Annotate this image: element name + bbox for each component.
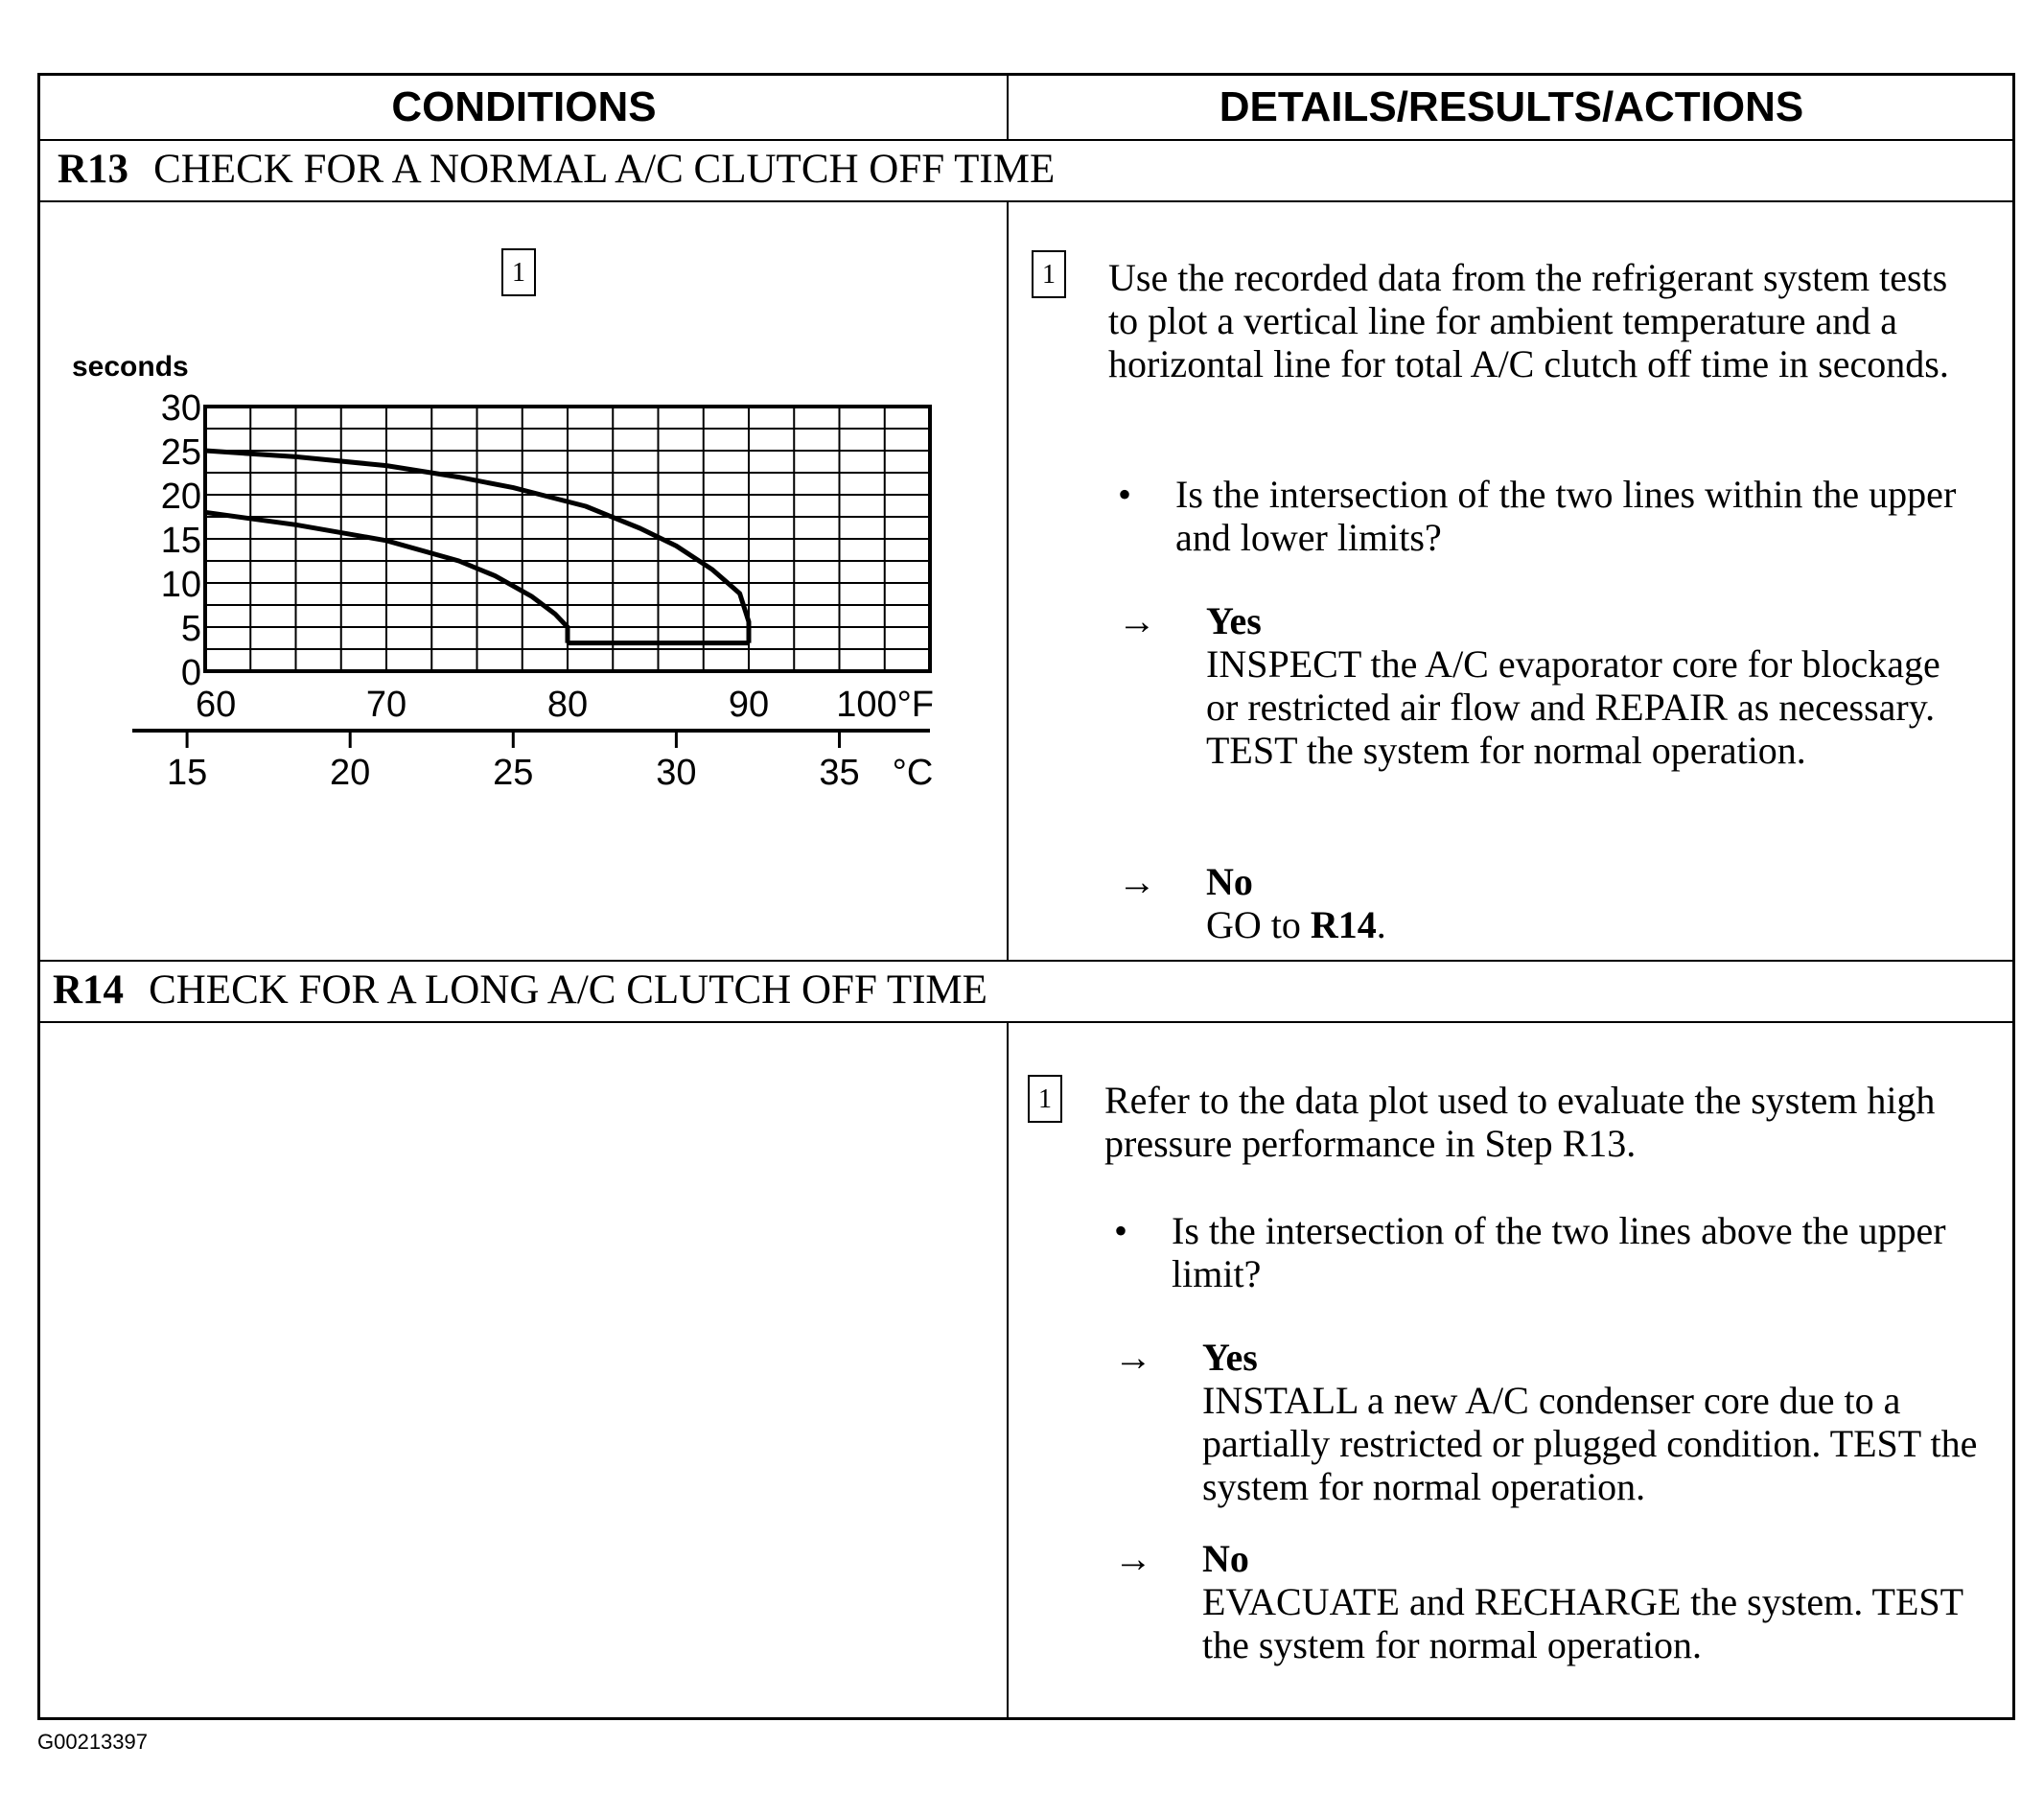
r14-question: Is the intersection of the two lines above the upper limit? [1172,1209,1946,1295]
column-divider-r14 [1007,1021,1009,1717]
r14-yes-label: Yes [1202,1336,1258,1379]
y-tick-label: 15 [160,521,201,561]
celsius-tick-label: 25 [493,753,534,793]
celsius-tick-label: °C [892,753,934,793]
y-tick-labels [161,388,201,693]
step-r14-id: R14 [53,967,125,1013]
r14-no-arrow: → [1114,1537,1152,1580]
r14-yes-text: INSTALL a new A/C condenser core due to a partially restricted or plugged condition. TEST the system for normal operation. [1202,1379,1978,1508]
y-tick-label: 10 [160,565,201,605]
y-tick-label: 20 [160,477,201,517]
r13-no-label: No [1206,860,1253,903]
fahrenheit-tick-labels [196,685,934,725]
celsius-tick-labels [167,731,933,793]
celsius-tick-label: 20 [330,753,371,793]
step-r14-divider [40,1021,2012,1023]
r14-instruction: Refer to the data plot used to evaluate the system high pressure performance in Step R13. [1104,1079,1936,1165]
y-tick-label: 30 [160,388,201,429]
fahrenheit-tick-label: 100°F [836,685,934,725]
clutch-off-time-chart [37,0,987,825]
fahrenheit-tick-label: 70 [365,685,407,725]
r13-yes-answer [1206,599,1973,772]
r14-yes-arrow: → [1114,1336,1152,1379]
r14-no-answer [1202,1537,2008,1666]
r13-no-text-prefix: GO to [1206,903,1311,946]
r14-no-text: EVACUATE and RECHARGE the system. TEST the system for normal operation. [1202,1580,1963,1666]
r13-detail-marker: 1 [1032,250,1066,298]
r13-yes-label: Yes [1206,599,1262,642]
y-tick-label: 5 [180,609,201,649]
figure-id: G00213397 [37,1730,148,1754]
r13-question: Is the intersection of the two lines within the upper and lower limits? [1175,473,1957,559]
details-column-header: DETAILS/RESULTS/ACTIONS [1219,83,1804,130]
step-r13-id: R13 [58,147,129,192]
r14-no-label: No [1202,1537,1249,1580]
fahrenheit-tick-label: 60 [196,685,237,725]
r13-yes-text: INSPECT the A/C evaporator core for blockage or restricted air flow and REPAIR as necessary. TEST the system for normal operation. [1206,642,1940,772]
r13-no-arrow: → [1118,860,1156,903]
r14-yes-answer [1202,1336,2008,1508]
r14-bullet: • [1114,1209,1128,1252]
r13-no-text-suffix: . [1376,903,1386,946]
r13-no-answer [1206,860,1973,946]
y-axis-label: seconds [72,351,189,383]
conditions-column-header: CONDITIONS [391,83,657,130]
celsius-tick-label: 35 [819,753,860,793]
celsius-tick-label: 15 [166,753,208,793]
y-tick-label: 0 [180,653,201,693]
step-r14-header [53,960,987,1021]
celsius-tick-label: 30 [656,753,697,793]
column-divider-header [1007,76,1009,139]
r13-no-text [1206,903,1973,946]
y-tick-label: 25 [160,432,201,473]
fahrenheit-tick-label: 80 [546,685,589,725]
r14-detail-marker: 1 [1028,1075,1062,1123]
r13-no-text-link: R14 [1310,903,1377,946]
r13-yes-arrow: → [1118,599,1156,642]
step-r13-title: CHECK FOR A NORMAL A/C CLUTCH OFF TIME [153,147,1056,192]
fahrenheit-tick-label: 90 [728,685,770,725]
column-divider-r13 [1007,200,1009,960]
step-r14-title: CHECK FOR A LONG A/C CLUTCH OFF TIME [149,967,987,1013]
r13-instruction: Use the recorded data from the refrigerant system tests to plot a vertical line for ambient temperature and a horizontal line for total A/C clutch off time in seconds. [1108,256,1949,385]
r13-figure-marker: 1 [501,248,536,296]
r13-bullet: • [1118,473,1132,516]
